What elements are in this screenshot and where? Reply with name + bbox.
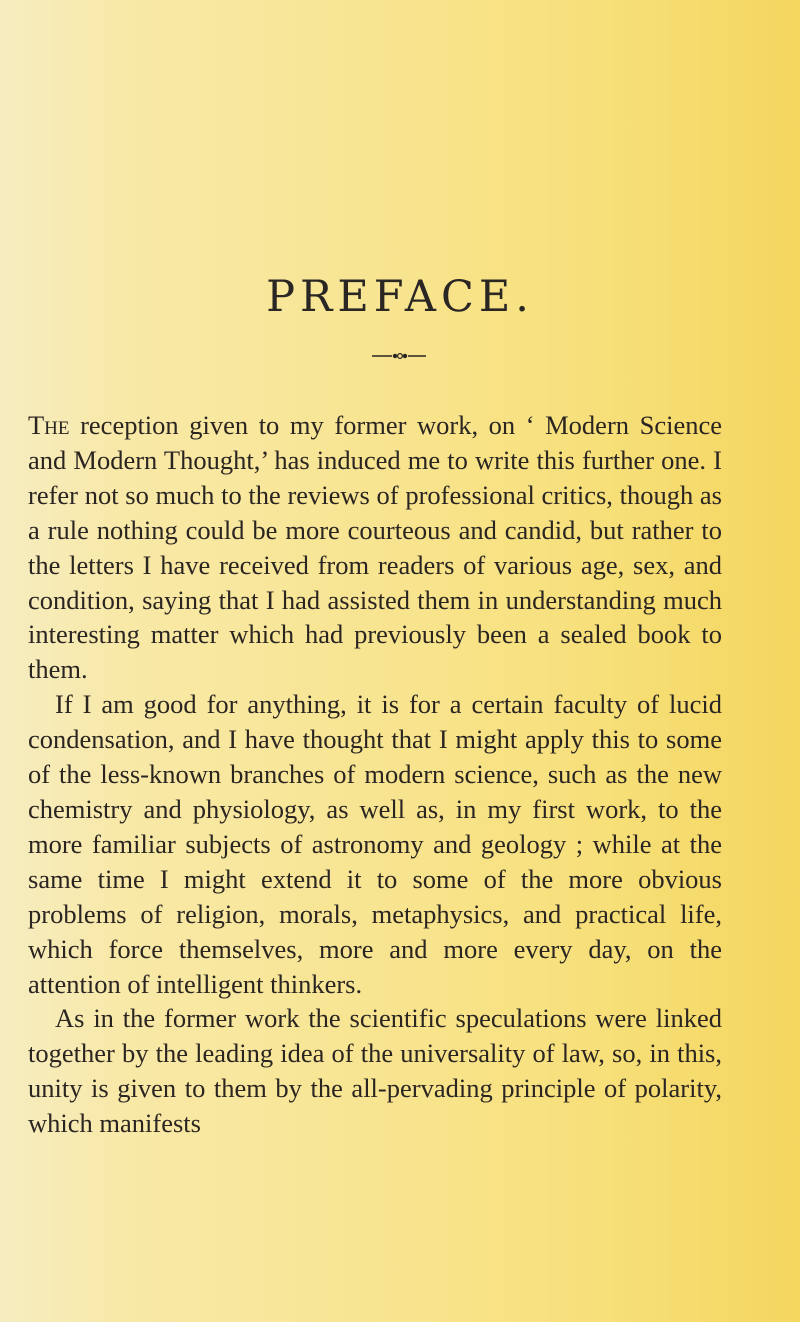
paragraph-3: As in the former work the scientific speculations were linked together by the leading idea of the universality of law, so, in this, unity is given to them by the all-pervading principle of polarity, which manifests bbox=[28, 1003, 722, 1139]
paragraph-2: If I am good for anything, it is for a certain faculty of lucid condensation, and I have thought that I might apply this to some of the less-known branches of modern science, such as the new chemistry and physiology, as well as, in my first work, to the more familiar subjects of astronomy and geology ; while at the same time I might extend it to some of the more obvious problems of religion, morals, metaphysics, and practical life, which force themselves, more and more every day, on the attention of intelligent thinkers. bbox=[28, 689, 722, 999]
opening-word: The bbox=[28, 410, 70, 440]
paragraph-1 bbox=[28, 408, 722, 687]
paragraph-1-text: reception given to my former work, on ‘ Modern Science and Modern Thought,’ has induced me to write this further one. I refer not so much to the reviews of professional critics, though as a rule nothing could be more courteous and candid, but rather to the letters I have received from readers of various age, sex, and condition, saying that I had assisted them in understanding much interesting matter which had previously been a sealed book to them. bbox=[28, 410, 722, 685]
preface-heading: PREFACE. bbox=[266, 272, 534, 322]
preface-body bbox=[28, 408, 722, 1141]
ornament-divider-icon bbox=[372, 352, 426, 360]
